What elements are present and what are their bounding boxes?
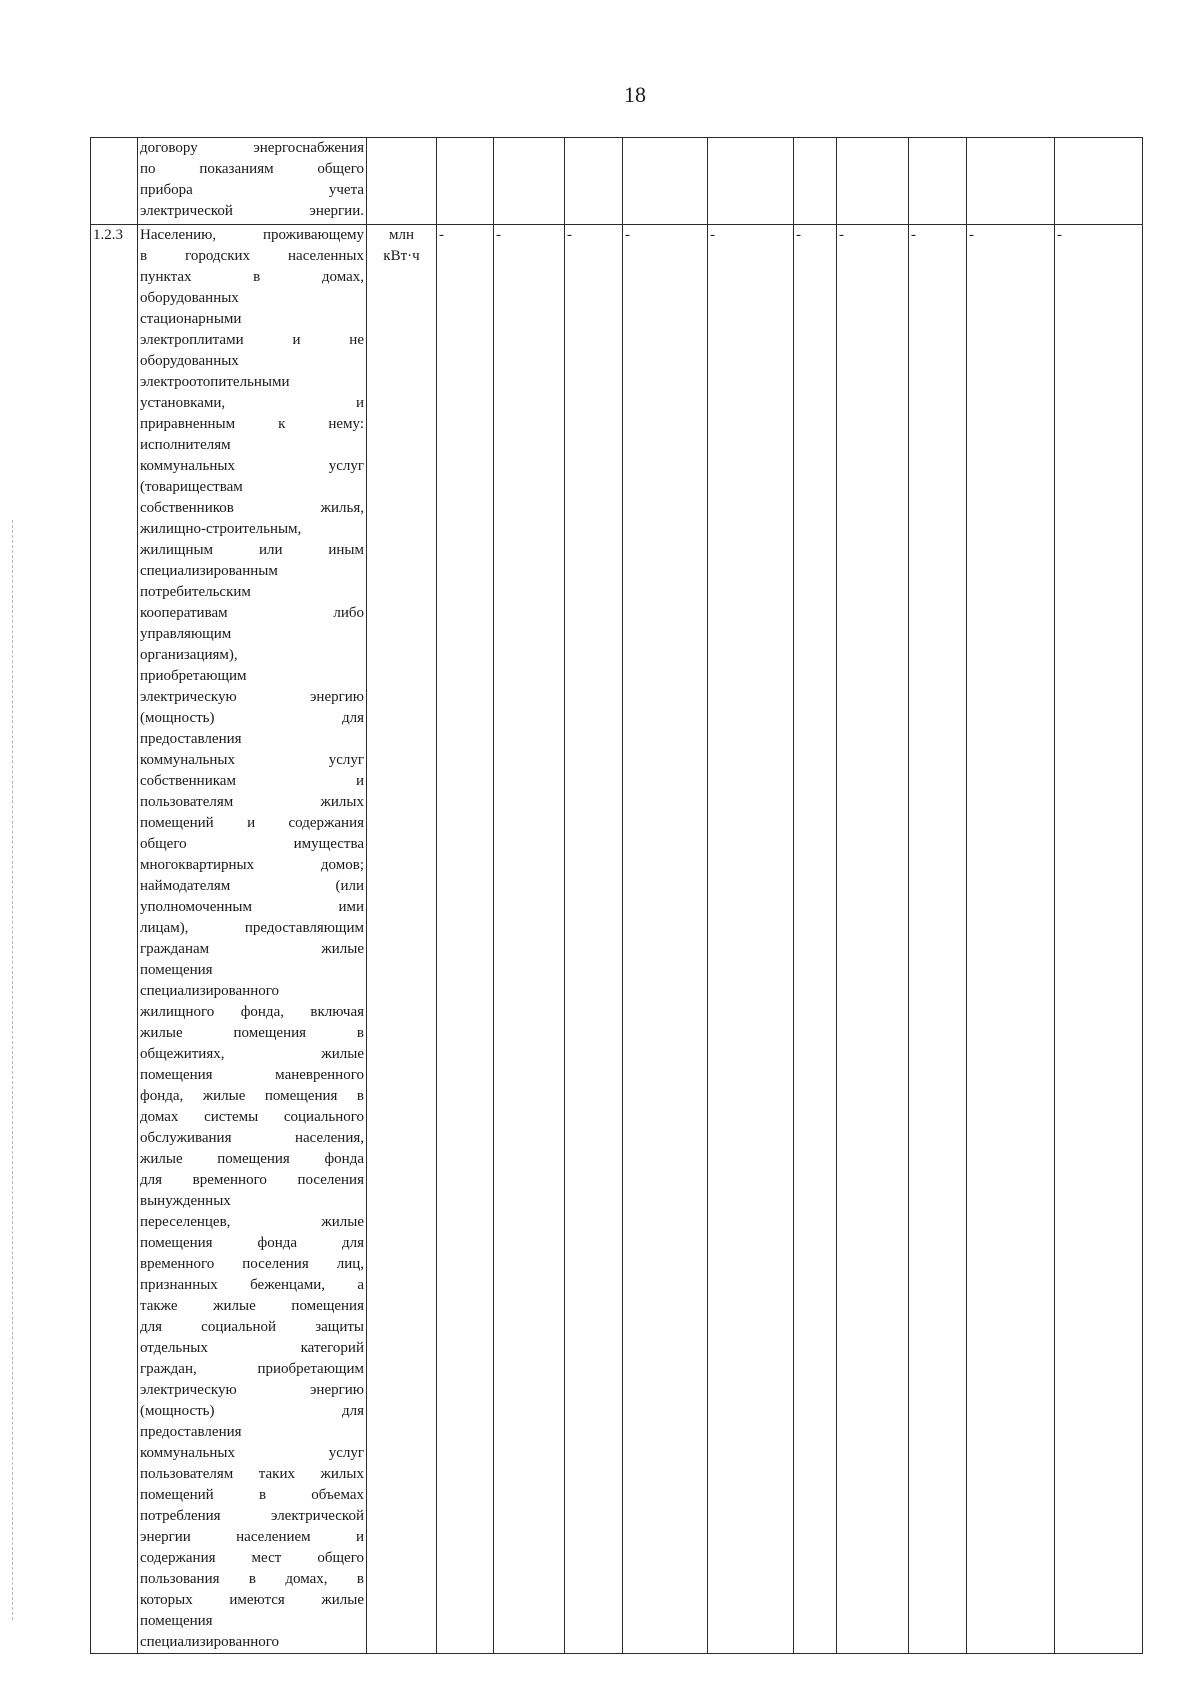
value-cell bbox=[909, 138, 967, 225]
value-cell: - bbox=[708, 225, 794, 1654]
description-line: домах системы социального bbox=[140, 1109, 364, 1125]
description-line: помещений и содержания bbox=[140, 815, 364, 831]
description-line: лицам), предоставляющим bbox=[140, 920, 364, 936]
value-cell: - bbox=[565, 225, 623, 1654]
description-line: Населению, проживающему bbox=[140, 227, 364, 243]
description-line: общежитиях, жилые bbox=[140, 1046, 364, 1062]
description-line: управляющим bbox=[140, 626, 232, 642]
description-line: помещения фонда для bbox=[140, 1235, 364, 1251]
description-line: специализированного bbox=[140, 983, 280, 999]
tariff-table bbox=[90, 137, 1143, 1654]
description-line: обслуживания населения, bbox=[140, 1130, 364, 1146]
description-line: коммунальных услуг bbox=[140, 752, 364, 768]
value-cell bbox=[967, 138, 1055, 225]
unit-cell bbox=[367, 138, 437, 225]
description-line: помещения bbox=[140, 962, 213, 978]
description-line: жилые помещения фонда bbox=[140, 1151, 364, 1167]
table-row bbox=[91, 138, 1143, 225]
description-line: предоставления bbox=[140, 731, 242, 747]
description-line: потребления электрической bbox=[140, 1508, 364, 1524]
description-line: жилые помещения в bbox=[140, 1025, 364, 1041]
description-line: оборудованных bbox=[140, 290, 239, 306]
description-line: многоквартирных домов; bbox=[140, 857, 364, 873]
value-cell: - bbox=[623, 225, 708, 1654]
value-cell: - bbox=[909, 225, 967, 1654]
description-line: электрическую энергию bbox=[140, 1382, 364, 1398]
value-cell bbox=[565, 138, 623, 225]
description-line: кооперативам либо bbox=[140, 605, 364, 621]
description-line: (мощность) для bbox=[140, 1403, 364, 1419]
description-line: исполнителям bbox=[140, 437, 231, 453]
description-line: прибора учета bbox=[140, 182, 364, 198]
description-line: помещений в объемах bbox=[140, 1487, 364, 1503]
description-line: собственникам и bbox=[140, 773, 364, 789]
description-line: признанных беженцами, а bbox=[140, 1277, 364, 1293]
value-cell bbox=[437, 138, 494, 225]
value-cell: - bbox=[967, 225, 1055, 1654]
description-line: вынужденных bbox=[140, 1193, 231, 1209]
description-line: электроплитами и не bbox=[140, 332, 364, 348]
description-line: пунктах в домах, bbox=[140, 269, 364, 285]
description-line: помещения bbox=[140, 1613, 213, 1629]
value-cell bbox=[1055, 138, 1143, 225]
description-line: договору энергоснабжения bbox=[140, 140, 364, 156]
description-line: (товариществам bbox=[140, 479, 243, 495]
description-line: стационарными bbox=[140, 311, 242, 327]
description-line: (мощность) для bbox=[140, 710, 364, 726]
value-cell: - bbox=[437, 225, 494, 1654]
description-line: по показаниям общего bbox=[140, 161, 364, 177]
row-number bbox=[91, 138, 138, 225]
description-line: помещения маневренного bbox=[140, 1067, 364, 1083]
description-line: также жилые помещения bbox=[140, 1298, 364, 1314]
description-line: в городских населенных bbox=[140, 248, 364, 264]
value-cell: - bbox=[494, 225, 565, 1654]
table-row bbox=[91, 225, 1143, 1654]
description-line: фонда, жилые помещения в bbox=[140, 1088, 364, 1104]
description-line: для временного поселения bbox=[140, 1172, 364, 1188]
description-line: потребительским bbox=[140, 584, 251, 600]
description-line: пользователям жилых bbox=[140, 794, 364, 810]
description-line: общего имущества bbox=[140, 836, 364, 852]
description-line: энергии населением и bbox=[140, 1529, 364, 1545]
description-line: электроотопительными bbox=[140, 374, 290, 390]
unit-cell: млн кВт·ч bbox=[367, 225, 437, 1654]
row-number: 1.2.3 bbox=[91, 225, 138, 1654]
description-line: пользования в домах, в bbox=[140, 1571, 364, 1587]
description-line: гражданам жилые bbox=[140, 941, 364, 957]
description-line: которых имеются жилые bbox=[140, 1592, 364, 1608]
description-line: жилищного фонда, включая bbox=[140, 1004, 364, 1020]
value-cell: - bbox=[837, 225, 909, 1654]
description-line: наймодателям (или bbox=[140, 878, 364, 894]
description-line: электрическую энергию bbox=[140, 689, 364, 705]
description-line: специализированного bbox=[140, 1634, 280, 1650]
description-line: временного поселения лиц, bbox=[140, 1256, 364, 1272]
value-cell bbox=[623, 138, 708, 225]
description-line: электрической энергии. bbox=[140, 203, 364, 219]
description-line: пользователям таких жилых bbox=[140, 1466, 364, 1482]
page-number: 18 bbox=[624, 82, 646, 107]
value-cell bbox=[837, 138, 909, 225]
description-line: оборудованных bbox=[140, 353, 239, 369]
scan-edge-marks bbox=[12, 520, 15, 1620]
value-cell bbox=[708, 138, 794, 225]
value-cell: - bbox=[794, 225, 837, 1654]
description-line: собственников жилья, bbox=[140, 500, 364, 516]
row-description bbox=[138, 225, 367, 1654]
description-line: граждан, приобретающим bbox=[140, 1361, 364, 1377]
description-line: переселенцев, жилые bbox=[140, 1214, 364, 1230]
value-cell bbox=[494, 138, 565, 225]
value-cell bbox=[794, 138, 837, 225]
description-line: отдельных категорий bbox=[140, 1340, 364, 1356]
description-line: организациям), bbox=[140, 647, 238, 663]
description-line: предоставления bbox=[140, 1424, 242, 1440]
description-line: приобретающим bbox=[140, 668, 247, 684]
description-line: коммунальных услуг bbox=[140, 1445, 364, 1461]
description-line: содержания мест общего bbox=[140, 1550, 364, 1566]
value-cell: - bbox=[1055, 225, 1143, 1654]
description-line: коммунальных услуг bbox=[140, 458, 364, 474]
description-line: для социальной защиты bbox=[140, 1319, 364, 1335]
description-line: установками, и bbox=[140, 395, 364, 411]
description-line: приравненным к нему: bbox=[140, 416, 364, 432]
description-line: жилищно-строительным, bbox=[140, 521, 302, 537]
description-line: специализированным bbox=[140, 563, 278, 579]
description-line: уполномоченным ими bbox=[140, 899, 364, 915]
row-description bbox=[138, 138, 367, 225]
description-line: жилищным или иным bbox=[140, 542, 364, 558]
